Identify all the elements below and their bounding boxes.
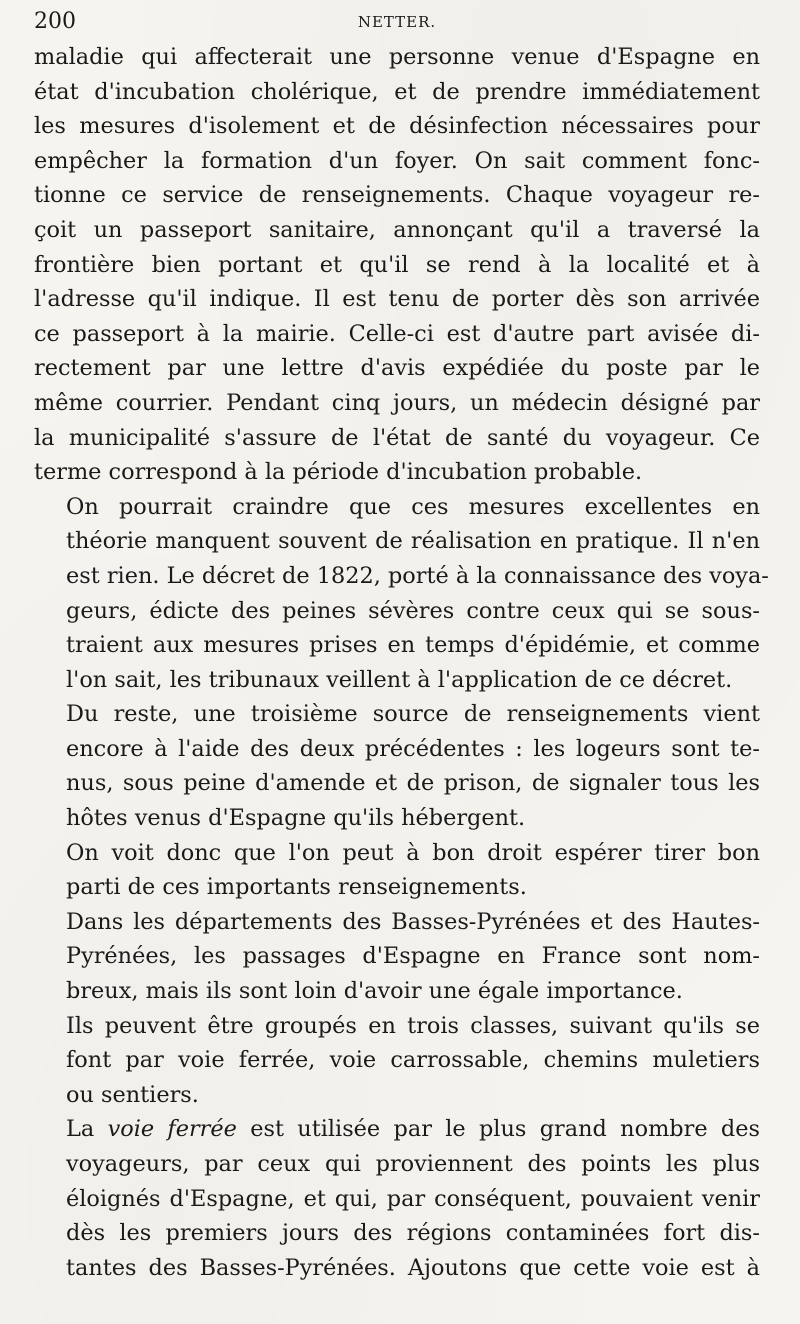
text-line: maladie qui affecterait une personne venue d'Espagne en — [34, 44, 760, 70]
text-line: Pyrénées, les passages d'Espagne en France sont nom- — [66, 943, 760, 970]
text-line: état d'incubation cholérique, et de prendre immédiatement — [34, 78, 760, 105]
text-line: encore à l'aide des deux précédentes : les logeurs sont te- — [66, 735, 760, 762]
text-line: Du reste, une troisième source de renseignements vient — [66, 701, 760, 728]
text-line — [34, 1112, 760, 1147]
text-line: empêcher la formation d'un foyer. On sait comment fonc- — [34, 147, 760, 174]
body-text — [34, 40, 769, 1285]
text-line: éloignés d'Espagne, et qui, par conséquent, pouvaient venir — [66, 1185, 760, 1212]
text-line: même courrier. Pendant cinq jours, un médecin désigné par — [34, 389, 760, 416]
text-line: font par voie ferrée, voie carrossable, chemins muletiers — [66, 1047, 760, 1074]
paragraph-3 — [34, 697, 760, 835]
text-line: rectement par une lettre d'avis expédiée du poste par le — [34, 355, 760, 382]
page-number: 200 — [34, 9, 76, 34]
text-line: voyageurs, par ceux qui proviennent des points les plus — [66, 1151, 760, 1177]
text-line: breux, mais ils sont loin d'avoir une égale importance. — [66, 978, 683, 1005]
text-line: est rien. Le décret de 1822, porté à la connaissance des voya- — [66, 562, 769, 589]
paragraph-4 — [34, 836, 760, 905]
paragraph-1 — [34, 40, 760, 490]
text-line: nus, sous peine d'amende et de prison, de signaler tous les — [66, 770, 760, 797]
text-line: ou sentiers. — [66, 1081, 199, 1108]
text-line: la municipalité s'assure de l'état de santé du voyageur. Ce — [34, 424, 760, 451]
paragraph-2 — [34, 490, 769, 698]
text-fragment: La — [66, 1116, 108, 1143]
text-line: parti de ces importants renseignements. — [66, 874, 527, 901]
text-line: geurs, édicte des peines sévères contre ceux qui se sous- — [66, 597, 760, 624]
text-line: frontière bien portant et qu'il se rend à la localité et à — [34, 251, 760, 278]
text-line: terme correspond à la période d'incubation probable. — [34, 459, 643, 486]
paragraph-6 — [34, 1009, 760, 1113]
text-line: l'on sait, les tribunaux veillent à l'application de ce décret. — [66, 666, 733, 693]
running-head — [34, 4, 760, 40]
text-line: çoit un passeport sanitaire, annonçant qu'il a traversé la — [34, 216, 760, 243]
italic-term: voie ferrée — [107, 1116, 237, 1143]
text-line: hôtes venus d'Espagne qu'ils hébergent. — [66, 805, 526, 832]
text-line: Dans les départements des Basses-Pyrénées et des Hautes- — [66, 908, 760, 935]
text-line: On voit donc que l'on peut à bon droit espérer tirer bon — [66, 839, 760, 866]
text-line: Ils peuvent être groupés en trois classes, suivant qu'ils se — [66, 1012, 760, 1039]
paragraph-5 — [34, 905, 760, 1009]
running-title: NETTER. — [357, 13, 437, 31]
text-line: l'adresse qu'il indique. Il est tenu de porter dès son arrivée — [34, 286, 760, 313]
text-line: traient aux mesures prises en temps d'épidémie, et comme — [66, 632, 760, 659]
text-line: théorie manquent souvent de réalisation en pratique. Il n'en — [66, 528, 760, 555]
text-fragment: est utilisée par le plus grand nombre des — [236, 1116, 760, 1143]
text-line: dès les premiers jours des régions contaminées fort dis- — [66, 1220, 760, 1247]
text-line: tionne ce service de renseignements. Chaque voyageur re- — [34, 182, 760, 209]
text-line: tantes des Basses-Pyrénées. Ajoutons que cette voie est à — [66, 1254, 760, 1281]
text-line: ce passeport à la mairie. Celle-ci est d'autre part avisée di- — [34, 320, 760, 347]
text-line: On pourrait craindre que ces mesures excellentes en — [66, 493, 760, 520]
text-line: les mesures d'isolement et de désinfection nécessaires pour — [34, 113, 760, 140]
paragraph-7 — [34, 1112, 760, 1285]
